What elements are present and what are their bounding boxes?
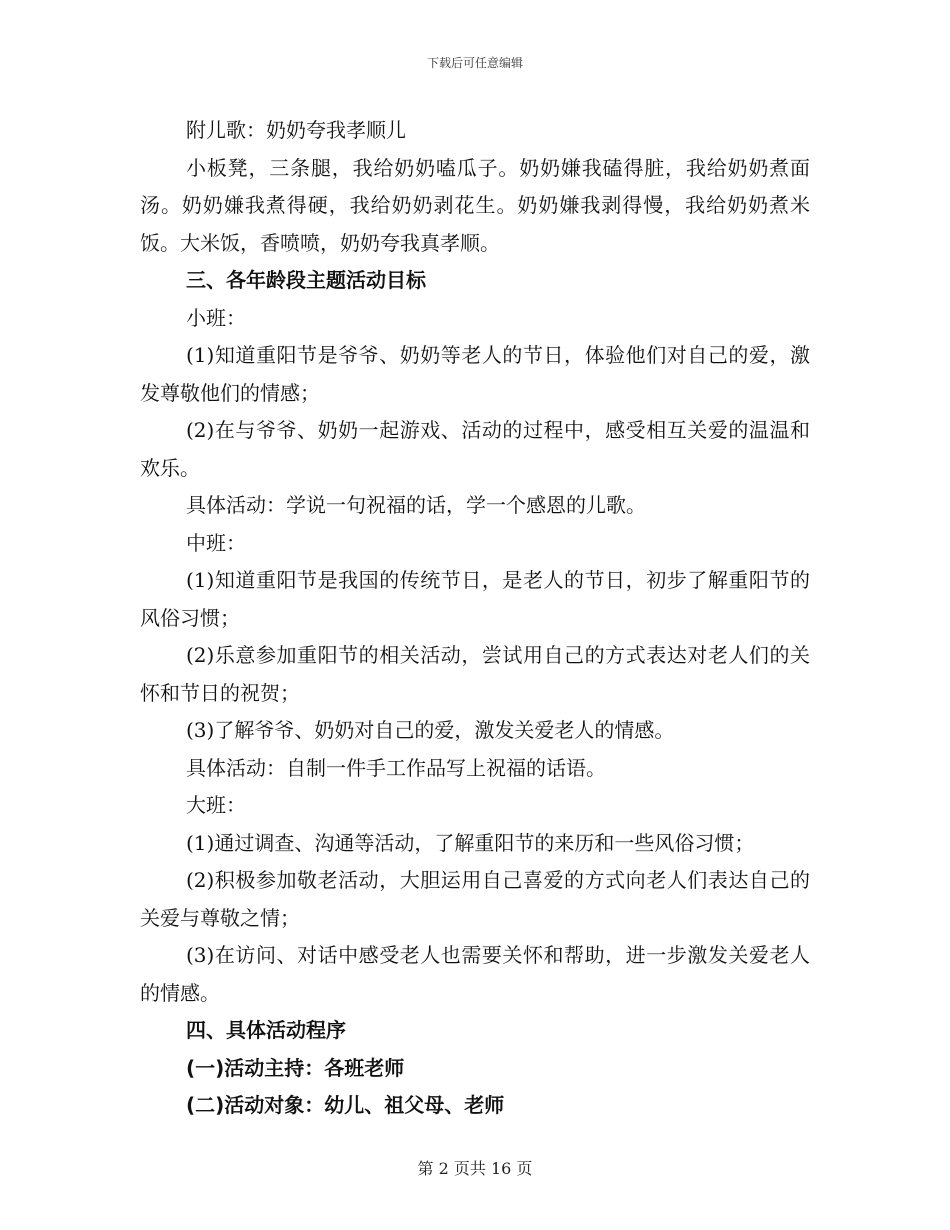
section-heading-3: 三、各年龄段主题活动目标 bbox=[186, 268, 426, 292]
subheading-host: (一)活动主持：各班老师 bbox=[186, 1055, 405, 1080]
paragraph-small-2: (2)在与爷爷、奶奶一起游戏、活动的过程中，感受相互关爱的温温和欢乐。 bbox=[140, 418, 810, 480]
label-middle-class: 中班： bbox=[186, 530, 246, 555]
document-body bbox=[140, 112, 810, 1125]
page-footer: 第 2 页共 16 页 bbox=[417, 1159, 533, 1178]
paragraph-middle-3: (3)了解爷爷、奶奶对自己的爱，激发关爱老人的情感。 bbox=[186, 718, 675, 742]
paragraph-middle-activity: 具体活动：自制一件手工作品写上祝福的话语。 bbox=[186, 755, 606, 780]
section-heading-4: 四、具体活动程序 bbox=[186, 1018, 346, 1042]
paragraph-large-1: (1)通过调查、沟通等活动，了解重阳节的来历和一些风俗习惯； bbox=[186, 830, 755, 855]
paragraph-rhyme-title: 附儿歌：奶奶夸我孝顺儿 bbox=[186, 118, 406, 142]
paragraph-middle-2: (2)乐意参加重阳节的相关活动，尝试用自己的方式表达对老人们的关怀和节日的祝贺； bbox=[140, 643, 810, 705]
label-small-class: 小班： bbox=[186, 305, 246, 330]
subheading-participants: (二)活动对象：幼儿、祖父母、老师 bbox=[186, 1093, 505, 1117]
paragraph-small-1: (1)知道重阳节是爷爷、奶奶等老人的节日，体验他们对自己的爱，激发尊敬他们的情感； bbox=[140, 343, 810, 405]
paragraph-large-3: (3)在访问、对话中感受老人也需要关怀和帮助，进一步激发关爱老人的情感。 bbox=[140, 943, 810, 1005]
paragraph-rhyme-text: 小板凳，三条腿，我给奶奶嗑瓜子。奶奶嫌我磕得脏，我给奶奶煮面汤。奶奶嫌我煮得硬，我给奶奶剥花生。奶奶嫌我剥得慢，我给奶奶煮米饭。大米饭，香喷喷，奶奶夸我真孝顺。 bbox=[140, 155, 810, 255]
page-header: 下载后可任意编辑 bbox=[426, 56, 523, 70]
label-large-class: 大班： bbox=[186, 793, 246, 817]
paragraph-middle-1: (1)知道重阳节是我国的传统节日，是老人的节日，初步了解重阳节的风俗习惯； bbox=[140, 568, 810, 630]
paragraph-large-2: (2)积极参加敬老活动，大胆运用自己喜爱的方式向老人们表达自己的关爱与尊敬之情； bbox=[140, 868, 810, 930]
paragraph-small-activity: 具体活动：学说一句祝福的话，学一个感恩的儿歌。 bbox=[186, 493, 646, 517]
